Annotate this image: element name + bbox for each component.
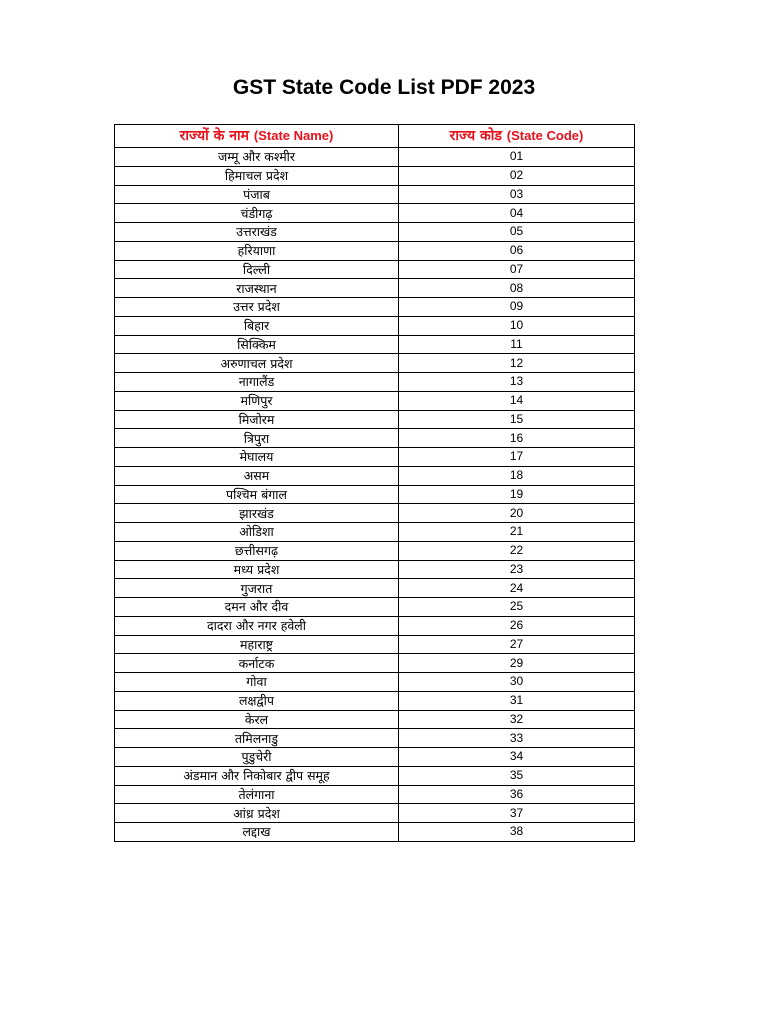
state-name-cell: पंजाब	[115, 185, 399, 204]
state-code-cell: 30	[399, 673, 635, 692]
state-code-cell: 31	[399, 691, 635, 710]
table-row	[115, 298, 635, 317]
state-name-cell: छत्तीसगढ़	[115, 541, 399, 560]
table-row	[115, 523, 635, 542]
table-row	[115, 410, 635, 429]
state-name-cell: केरल	[115, 710, 399, 729]
table-row	[115, 448, 635, 467]
state-name-cell: पश्चिम बंगाल	[115, 485, 399, 504]
table-row	[115, 429, 635, 448]
state-code-cell: 25	[399, 598, 635, 617]
state-code-cell: 35	[399, 766, 635, 785]
state-code-cell: 11	[399, 335, 635, 354]
state-name-cell: कर्नाटक	[115, 654, 399, 673]
state-name-cell: मिजोरम	[115, 410, 399, 429]
table-row	[115, 223, 635, 242]
table-row	[115, 579, 635, 598]
state-name-cell: मध्य प्रदेश	[115, 560, 399, 579]
table-row	[115, 185, 635, 204]
state-code-cell: 22	[399, 541, 635, 560]
state-code-cell: 29	[399, 654, 635, 673]
state-name-cell: त्रिपुरा	[115, 429, 399, 448]
state-name-cell: गुजरात	[115, 579, 399, 598]
state-code-cell: 15	[399, 410, 635, 429]
state-name-cell: उत्तराखंड	[115, 223, 399, 242]
state-code-cell: 01	[399, 148, 635, 167]
state-code-header-hindi: राज्य कोड	[449, 128, 502, 144]
table-row	[115, 260, 635, 279]
state-name-header-english: (State Name)	[253, 128, 334, 143]
table-row	[115, 766, 635, 785]
state-name-cell: दिल्ली	[115, 260, 399, 279]
state-name-cell: अंडमान और निकोबार द्वीप समूह	[115, 766, 399, 785]
state-name-cell: जम्मू और कश्मीर	[115, 148, 399, 167]
table-row	[115, 504, 635, 523]
table-row	[115, 279, 635, 298]
state-name-cell: सिक्किम	[115, 335, 399, 354]
state-code-cell: 02	[399, 166, 635, 185]
state-code-cell: 26	[399, 616, 635, 635]
table-row	[115, 823, 635, 842]
table-row	[115, 166, 635, 185]
table-row	[115, 691, 635, 710]
state-name-cell: राजस्थान	[115, 279, 399, 298]
state-name-cell: अरुणाचल प्रदेश	[115, 354, 399, 373]
state-code-table	[114, 124, 635, 842]
table-row	[115, 598, 635, 617]
table-row	[115, 673, 635, 692]
state-code-cell: 19	[399, 485, 635, 504]
state-name-cell: मेघालय	[115, 448, 399, 467]
state-code-cell: 10	[399, 316, 635, 335]
state-code-cell: 05	[399, 223, 635, 242]
table-row	[115, 316, 635, 335]
table-row	[115, 335, 635, 354]
state-code-cell: 13	[399, 373, 635, 392]
table-header-row	[115, 125, 635, 148]
table-row	[115, 654, 635, 673]
state-code-cell: 18	[399, 466, 635, 485]
state-name-cell: मणिपुर	[115, 391, 399, 410]
state-code-cell: 27	[399, 635, 635, 654]
table-row	[115, 748, 635, 767]
table-row	[115, 710, 635, 729]
state-name-cell: चंडीगढ़	[115, 204, 399, 223]
state-code-cell: 17	[399, 448, 635, 467]
table-row	[115, 391, 635, 410]
state-name-cell: तमिलनाडु	[115, 729, 399, 748]
state-name-cell: उत्तर प्रदेश	[115, 298, 399, 317]
state-code-column-header	[399, 125, 635, 148]
state-code-cell: 16	[399, 429, 635, 448]
state-name-cell: गोवा	[115, 673, 399, 692]
table-row	[115, 373, 635, 392]
state-code-cell: 06	[399, 241, 635, 260]
state-code-cell: 20	[399, 504, 635, 523]
state-name-cell: दादरा और नगर हवेली	[115, 616, 399, 635]
table-row	[115, 804, 635, 823]
table-row	[115, 541, 635, 560]
table-row	[115, 729, 635, 748]
table-row	[115, 485, 635, 504]
state-code-cell: 33	[399, 729, 635, 748]
state-code-cell: 37	[399, 804, 635, 823]
state-code-cell: 09	[399, 298, 635, 317]
state-code-cell: 38	[399, 823, 635, 842]
table-row	[115, 148, 635, 167]
state-name-cell: हरियाणा	[115, 241, 399, 260]
state-code-cell: 32	[399, 710, 635, 729]
state-code-header-english: (State Code)	[506, 128, 584, 143]
state-name-cell: हिमाचल प्रदेश	[115, 166, 399, 185]
state-name-cell: लक्षद्वीप	[115, 691, 399, 710]
table-row	[115, 616, 635, 635]
page-title: GST State Code List PDF 2023	[232, 76, 536, 99]
state-name-cell: तेलंगाना	[115, 785, 399, 804]
table-row	[115, 560, 635, 579]
state-name-cell: झारखंड	[115, 504, 399, 523]
table-row	[115, 204, 635, 223]
state-name-header-hindi: राज्यों के नाम	[179, 128, 250, 144]
table-row	[115, 785, 635, 804]
state-name-cell: दमन और दीव	[115, 598, 399, 617]
state-code-cell: 07	[399, 260, 635, 279]
state-code-cell: 21	[399, 523, 635, 542]
state-name-cell: लद्दाख	[115, 823, 399, 842]
state-name-cell: असम	[115, 466, 399, 485]
state-code-cell: 12	[399, 354, 635, 373]
state-code-cell: 04	[399, 204, 635, 223]
state-name-column-header	[115, 125, 399, 148]
state-code-cell: 23	[399, 560, 635, 579]
state-name-cell: नागालैंड	[115, 373, 399, 392]
state-name-cell: बिहार	[115, 316, 399, 335]
state-code-cell: 08	[399, 279, 635, 298]
state-code-cell: 34	[399, 748, 635, 767]
state-name-cell: महाराष्ट्र	[115, 635, 399, 654]
state-code-cell: 24	[399, 579, 635, 598]
table-row	[115, 354, 635, 373]
state-name-cell: ओडिशा	[115, 523, 399, 542]
table-row	[115, 466, 635, 485]
state-code-cell: 03	[399, 185, 635, 204]
state-name-cell: आंध्र प्रदेश	[115, 804, 399, 823]
table-row	[115, 635, 635, 654]
state-code-cell: 36	[399, 785, 635, 804]
table-row	[115, 241, 635, 260]
state-name-cell: पुडुचेरी	[115, 748, 399, 767]
state-code-cell: 14	[399, 391, 635, 410]
